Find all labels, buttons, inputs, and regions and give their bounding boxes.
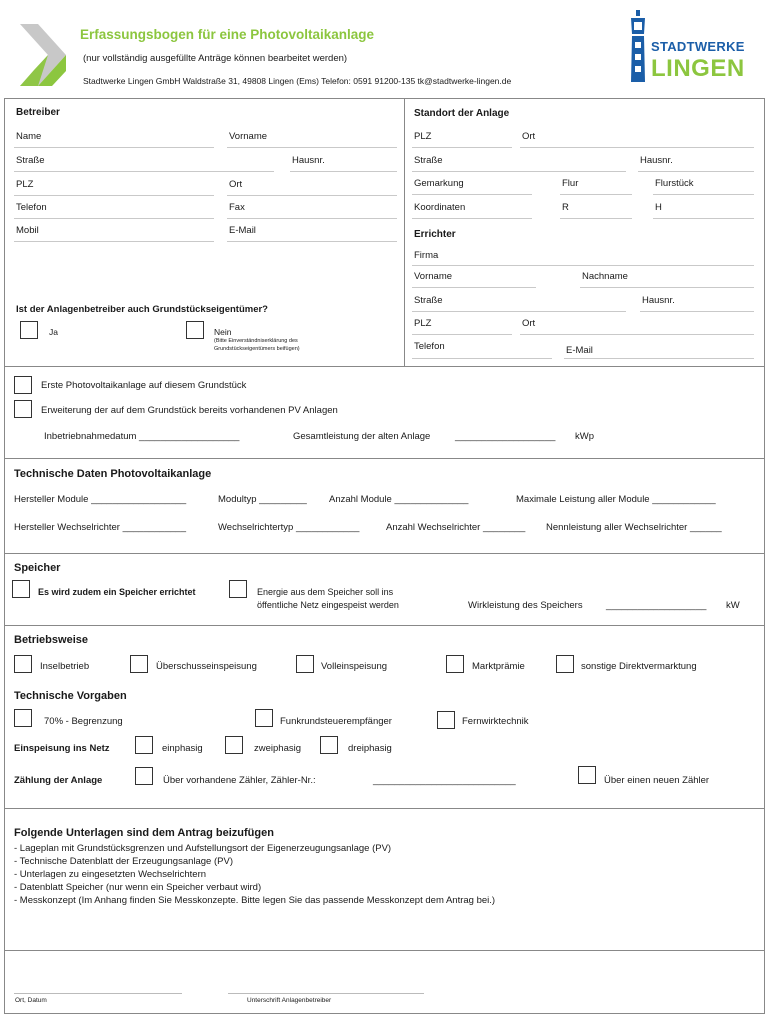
telefon-field[interactable] <box>14 218 214 219</box>
zaehler-nr-field[interactable]: ___________________________ <box>373 775 516 786</box>
vorhandene-zaehler-label: Über vorhandene Zähler, Zähler-Nr.: <box>163 775 316 786</box>
neuer-zaehler-checkbox[interactable] <box>578 766 596 784</box>
standort-label-hausnr: Hausnr. <box>640 155 673 166</box>
flurstueck-field[interactable] <box>653 194 754 195</box>
label-plz: PLZ <box>16 179 34 190</box>
errichter-plz-field[interactable] <box>412 334 512 335</box>
errichter-label-telefon: Telefon <box>414 341 445 352</box>
begrenzung-checkbox[interactable] <box>14 709 32 727</box>
label-email: E-Mail <box>229 225 256 236</box>
mobil-field[interactable] <box>14 241 214 242</box>
erste-anlage-checkbox[interactable] <box>14 376 32 394</box>
standort-heading: Standort der Anlage <box>414 108 510 119</box>
errichter-label-ort: Ort <box>522 318 536 329</box>
fax-field[interactable] <box>227 218 397 219</box>
hersteller-wr-field[interactable]: Hersteller Wechselrichter ____________ <box>14 522 186 533</box>
wirkleistung-field[interactable]: ___________________ <box>606 600 707 611</box>
gesamtleistung-field[interactable]: ___________________ <box>455 431 556 442</box>
hersteller-module-field[interactable]: Hersteller Module __________________ <box>14 494 187 505</box>
errichter-label-nachname: Nachname <box>582 271 628 282</box>
standort-label-ort: Ort <box>522 131 536 142</box>
ja-label: Ja <box>49 327 58 337</box>
label-hausnr: Hausnr. <box>292 155 325 166</box>
label-telefon: Telefon <box>16 202 47 213</box>
errichter-nachname-field[interactable] <box>580 287 754 288</box>
marktpraemie-checkbox[interactable] <box>446 655 464 673</box>
vorname-field[interactable] <box>227 147 397 148</box>
anzahl-wr-field[interactable]: Anzahl Wechselrichter ________ <box>386 522 526 533</box>
ort-datum-field[interactable] <box>14 993 182 994</box>
h-field[interactable] <box>653 218 754 219</box>
logo-text-stadtwerke: STADTWERKE <box>651 39 745 54</box>
errichter-heading: Errichter <box>414 229 456 240</box>
fernwirk-label: Fernwirktechnik <box>462 716 529 727</box>
betreiber-heading: Betreiber <box>16 107 60 118</box>
zaehlung-label: Zählung der Anlage <box>14 775 103 786</box>
errichter-ort-field[interactable] <box>520 334 754 335</box>
list-item: - Messkonzept (Im Anhang finden Sie Messkonzepte. Bitte legen Sie das passende Messkonzept dem Antrag bei.) <box>14 895 496 906</box>
funk-label: Funkrundsteuerempfänger <box>280 716 392 727</box>
nein-label: Nein <box>214 327 232 337</box>
einphasig-label: einphasig <box>162 743 203 754</box>
ort-datum-label: Ort, Datum <box>15 997 47 1004</box>
standort-label-strasse: Straße <box>414 155 443 166</box>
erste-anlage-label: Erste Photovoltaikanlage auf diesem Grundstück <box>41 380 247 391</box>
erweiterung-checkbox[interactable] <box>14 400 32 418</box>
standort-strasse-field[interactable] <box>412 171 626 172</box>
unterschrift-label: Unterschrift Anlagenbetreiber <box>247 997 332 1004</box>
errichter-strasse-field[interactable] <box>412 311 626 312</box>
list-item: - Datenblatt Speicher (nur wenn ein Speicher verbaut wird) <box>14 882 262 893</box>
standort-hausnr-field[interactable] <box>638 171 754 172</box>
zweiphasig-checkbox[interactable] <box>225 736 243 754</box>
email-field[interactable] <box>227 241 397 242</box>
volleinspeisung-label: Volleinspeisung <box>321 661 388 672</box>
label-gemarkung: Gemarkung <box>414 178 464 189</box>
errichter-label-email: E-Mail <box>566 345 593 356</box>
label-mobil: Mobil <box>16 225 39 236</box>
speicher-label: Es wird zudem ein Speicher errichtet <box>38 587 196 597</box>
direktvermarktung-label: sonstige Direktvermarktung <box>581 661 697 672</box>
inselbetrieb-label: Inselbetrieb <box>40 661 90 672</box>
unterlagen-heading: Folgende Unterlagen sind dem Antrag beizufügen <box>14 827 274 839</box>
list-item: - Technische Datenblatt der Erzeugungsanlage (PV) <box>14 856 233 867</box>
errichter-label-firma: Firma <box>414 250 439 261</box>
nein-checkbox[interactable] <box>186 321 204 339</box>
nennleistung-field[interactable]: Nennleistung aller Wechselrichter ______ <box>546 522 722 533</box>
label-fax: Fax <box>229 202 245 213</box>
unterschrift-field[interactable] <box>228 993 424 994</box>
flur-field[interactable] <box>560 194 632 195</box>
lighthouse-icon <box>627 10 649 84</box>
marktpraemie-label: Marktprämie <box>472 661 525 672</box>
chevron-logo-icon <box>20 24 66 86</box>
list-item: - Lageplan mit Grundstücksgrenzen und Aufstellungsort der Eigenerzeugungsanlage (PV) <box>14 843 392 854</box>
eigentuemer-question: Ist der Anlagenbetreiber auch Grundstückseigentümer? <box>16 304 268 315</box>
wirkleistung-label: Wirkleistung des Speichers <box>468 600 583 611</box>
label-strasse: Straße <box>16 155 45 166</box>
erweiterung-label: Erweiterung der auf dem Grundstück bereits vorhandenen PV Anlagen <box>41 405 338 416</box>
gesamtleistung-label: Gesamtleistung der alten Anlage <box>293 431 431 442</box>
anzahl-module-field[interactable]: Anzahl Module ______________ <box>329 494 469 505</box>
label-koordinaten: Koordinaten <box>414 202 466 213</box>
speicher-checkbox[interactable] <box>12 580 30 598</box>
dreiphasig-checkbox[interactable] <box>320 736 338 754</box>
einspeisung-speicher-checkbox[interactable] <box>229 580 247 598</box>
funk-checkbox[interactable] <box>255 709 273 727</box>
page-title: Erfassungsbogen für eine Photovoltaikanlage <box>80 27 375 42</box>
plz-field[interactable] <box>14 195 214 196</box>
standort-plz-field[interactable] <box>412 147 512 148</box>
begrenzung-label: 70% - Begrenzung <box>44 716 123 727</box>
label-r: R <box>562 202 569 213</box>
wr-typ-field[interactable]: Wechselrichtertyp ____________ <box>218 522 360 533</box>
standort-label-plz: PLZ <box>414 131 432 142</box>
kw-unit: kW <box>726 600 740 611</box>
ja-checkbox[interactable] <box>20 321 38 339</box>
einphasig-checkbox[interactable] <box>135 736 153 754</box>
r-field[interactable] <box>560 218 632 219</box>
errichter-email-field[interactable] <box>564 358 754 359</box>
inselbetrieb-checkbox[interactable] <box>14 655 32 673</box>
label-name: Name <box>16 131 42 142</box>
logo-text-lingen: LINGEN <box>651 55 745 82</box>
energie-label-2: öffentliche Netz eingespeist werden <box>257 600 399 610</box>
errichter-label-vorname: Vorname <box>414 271 453 282</box>
label-h: H <box>655 202 662 213</box>
errichter-label-strasse: Straße <box>414 295 443 306</box>
betriebsweise-heading: Betriebsweise <box>14 634 88 646</box>
name-field[interactable] <box>14 147 214 148</box>
label-vorname: Vorname <box>229 131 268 142</box>
gemarkung-field[interactable] <box>412 194 532 195</box>
label-ort: Ort <box>229 179 243 190</box>
energie-label-1: Energie aus dem Speicher soll ins <box>257 587 394 597</box>
kwp-unit: kWp <box>575 431 594 442</box>
nein-note-2: Grundstückseigentümers beifügen) <box>214 346 300 352</box>
vorgaben-heading: Technische Vorgaben <box>14 690 127 702</box>
speicher-heading: Speicher <box>14 562 61 574</box>
fernwirk-checkbox[interactable] <box>437 711 455 729</box>
standort-ort-field[interactable] <box>520 147 754 148</box>
inbetriebnahme-label: Inbetriebnahmedatum ___________________ <box>44 431 240 442</box>
volleinspeisung-checkbox[interactable] <box>296 655 314 673</box>
modultyp-field[interactable]: Modultyp _________ <box>218 494 307 505</box>
errichter-telefon-field[interactable] <box>412 358 552 359</box>
hausnr-field[interactable] <box>290 171 397 172</box>
errichter-label-plz: PLZ <box>414 318 432 329</box>
errichter-hausnr-field[interactable] <box>640 311 754 312</box>
company-address: Stadtwerke Lingen GmbH Waldstraße 31, 49808 Lingen (Ems) Telefon: 0591 91200-135 tk@stadtwerke-lingen.de <box>83 76 512 86</box>
errichter-vorname-field[interactable] <box>412 287 536 288</box>
strasse-field[interactable] <box>14 171 274 172</box>
column-divider <box>404 98 405 366</box>
einspeisung-label: Einspeisung ins Netz <box>14 743 110 754</box>
ort-field[interactable] <box>227 195 397 196</box>
errichter-label-hausnr: Hausnr. <box>642 295 675 306</box>
label-flur: Flur <box>562 178 579 189</box>
label-flurstueck: Flurstück <box>655 178 694 189</box>
list-item: - Unterlagen zu eingesetzten Wechselrichtern <box>14 869 207 880</box>
koordinaten-field[interactable] <box>412 218 532 219</box>
ueberschuss-checkbox[interactable] <box>130 655 148 673</box>
neuer-zaehler-label: Über einen neuen Zähler <box>604 775 710 786</box>
ueberschuss-label: Überschusseinspeisung <box>156 661 257 672</box>
nein-note-1: (Bitte Einverständniserklärung des <box>214 338 298 344</box>
subtitle: (nur vollständig ausgefüllte Anträge können bearbeitet werden) <box>83 53 348 64</box>
direktvermarktung-checkbox[interactable] <box>556 655 574 673</box>
vorhandene-zaehler-checkbox[interactable] <box>135 767 153 785</box>
zweiphasig-label: zweiphasig <box>254 743 301 754</box>
firma-field[interactable] <box>412 265 754 266</box>
stadtwerke-logo <box>627 8 752 86</box>
dreiphasig-label: dreiphasig <box>348 743 392 754</box>
max-leistung-field[interactable]: Maximale Leistung aller Module ____________ <box>516 494 716 505</box>
technik-heading: Technische Daten Photovoltaikanlage <box>14 468 212 480</box>
